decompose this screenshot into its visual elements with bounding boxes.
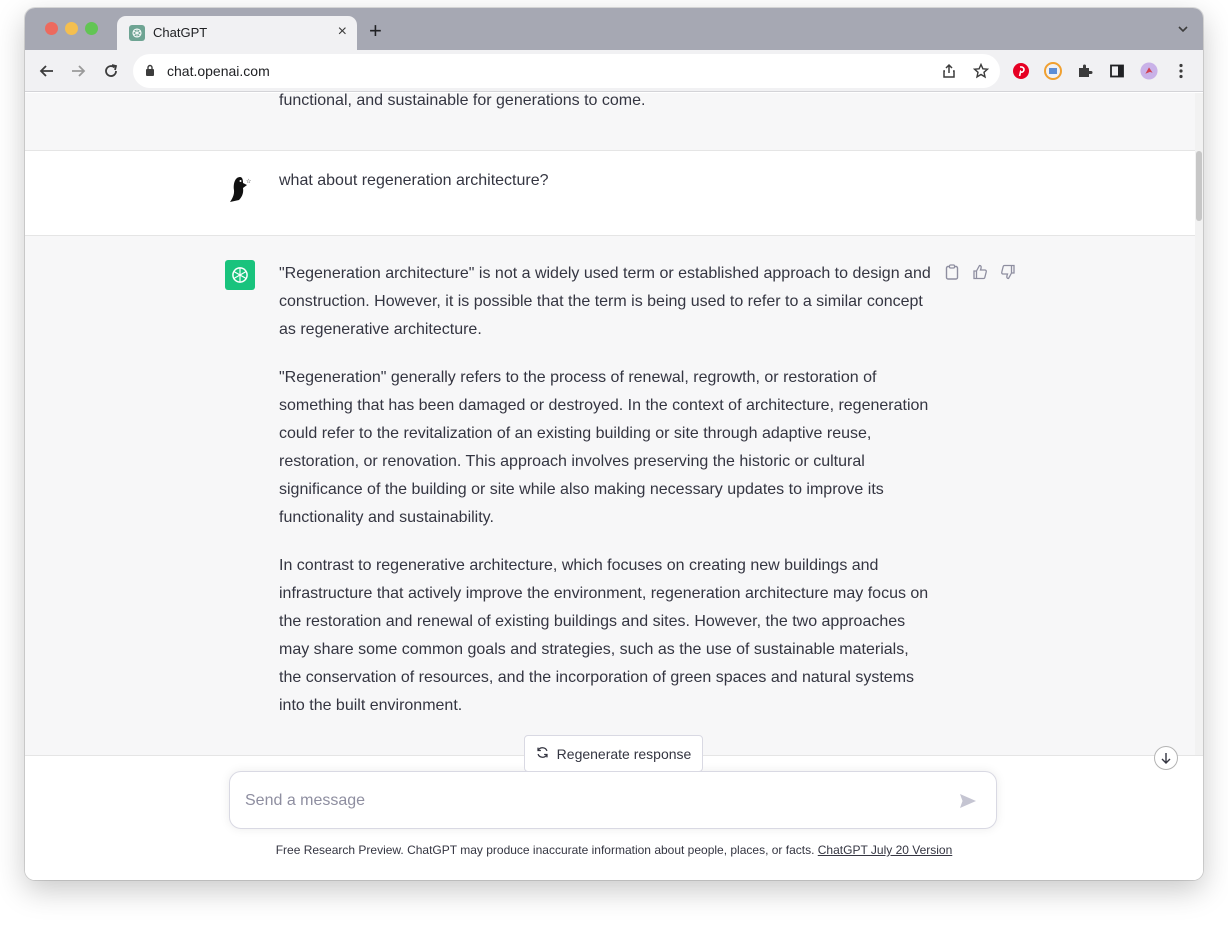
forward-arrow-icon[interactable] — [68, 61, 88, 81]
extensions-puzzle-icon[interactable] — [1076, 62, 1094, 80]
bookmark-star-icon[interactable] — [973, 63, 989, 79]
share-icon[interactable] — [941, 63, 957, 79]
footer-disclaimer — [25, 843, 1203, 857]
thumbs-down-icon[interactable] — [999, 263, 1017, 281]
tab-title: ChatGPT — [153, 25, 208, 40]
message-actions — [943, 263, 1017, 281]
copy-clipboard-icon[interactable] — [943, 263, 961, 281]
version-link[interactable]: ChatGPT July 20 Version — [817, 843, 953, 857]
minimize-window-button[interactable] — [65, 22, 78, 35]
arrow-down-icon — [1160, 752, 1172, 764]
tab-strip — [25, 8, 1203, 50]
thumbs-up-icon[interactable] — [971, 263, 989, 281]
assistant-message — [25, 236, 1195, 756]
lock-icon[interactable] — [145, 64, 155, 82]
chatgpt-favicon-icon — [129, 25, 145, 41]
address-bar[interactable] — [133, 54, 1000, 88]
maximize-window-button[interactable] — [85, 22, 98, 35]
user-message — [25, 151, 1195, 235]
scrollbar-track[interactable] — [1195, 93, 1203, 755]
previous-assistant-message — [25, 93, 1195, 150]
message-input[interactable] — [245, 784, 935, 818]
composer-area — [25, 755, 1203, 880]
back-arrow-icon[interactable] — [37, 61, 57, 81]
url-text: chat.openai.com — [167, 63, 270, 79]
user-penguin-avatar-icon — [225, 174, 255, 204]
assistant-paragraph: "Regeneration" generally refers to the process of renewal, regrowth, or restoration of something that has been damaged or destroyed. In the context of architecture, regeneration could refer to the revitalization of an existing building or site through adaptive reuse, restoration, or renovation. This approach involves preserving the historic or cultural significance of the building or site while also making necessary updates to improve its functionality and sustainability. — [279, 369, 929, 526]
image-extension-icon[interactable] — [1044, 62, 1062, 80]
tab-close-button[interactable]: × — [337, 23, 347, 40]
browser-toolbar — [25, 50, 1203, 92]
previous-message-tail: functional, and sustainable for generations to come. — [279, 93, 646, 109]
assistant-paragraph: In contrast to regenerative architecture, which focuses on creating new buildings and infrastructure that actively improve the environment, regeneration architecture may focus on the restoration and renewal of existing buildings and sites. However, the two approaches may share some common goals and strategies, such as the use of sustainable materials, the conservation of resources, and the incorporation of green spaces and natural systems into the built environment. — [279, 557, 929, 714]
close-window-button[interactable] — [45, 22, 58, 35]
user-message-text: what about regeneration architecture? — [279, 172, 549, 189]
profile-avatar-icon[interactable] — [1140, 62, 1158, 80]
browser-menu-icon[interactable] — [1172, 62, 1190, 80]
refresh-icon — [536, 746, 549, 762]
regenerate-label: Regenerate response — [556, 745, 692, 762]
footer-note-text: Free Research Preview. ChatGPT may produce inaccurate information about people, places, or facts. — [275, 843, 815, 857]
chat-content — [25, 93, 1203, 880]
send-paper-plane-icon[interactable] — [958, 791, 978, 811]
reload-icon[interactable] — [101, 61, 121, 81]
browser-tab[interactable] — [117, 16, 357, 50]
new-tab-button[interactable]: + — [369, 18, 382, 43]
message-composer — [229, 771, 997, 829]
tab-search-chevron-down-icon[interactable] — [1177, 22, 1189, 40]
side-panel-icon[interactable] — [1108, 62, 1126, 80]
assistant-message-text — [279, 260, 931, 740]
svg-text:☆: ☆ — [246, 178, 252, 185]
pinterest-extension-icon[interactable] — [1012, 62, 1030, 80]
assistant-paragraph: "Regeneration architecture" is not a widely used term or established approach to design and construction. However, it is possible that the term is being used to refer to a similar concept as regenerative architecture. — [279, 265, 931, 338]
chatgpt-logo-icon — [225, 260, 255, 290]
scroll-to-bottom-button[interactable] — [1154, 746, 1178, 770]
regenerate-response-button[interactable] — [524, 735, 703, 772]
scrollbar-thumb[interactable] — [1196, 151, 1202, 221]
browser-window — [25, 8, 1203, 880]
